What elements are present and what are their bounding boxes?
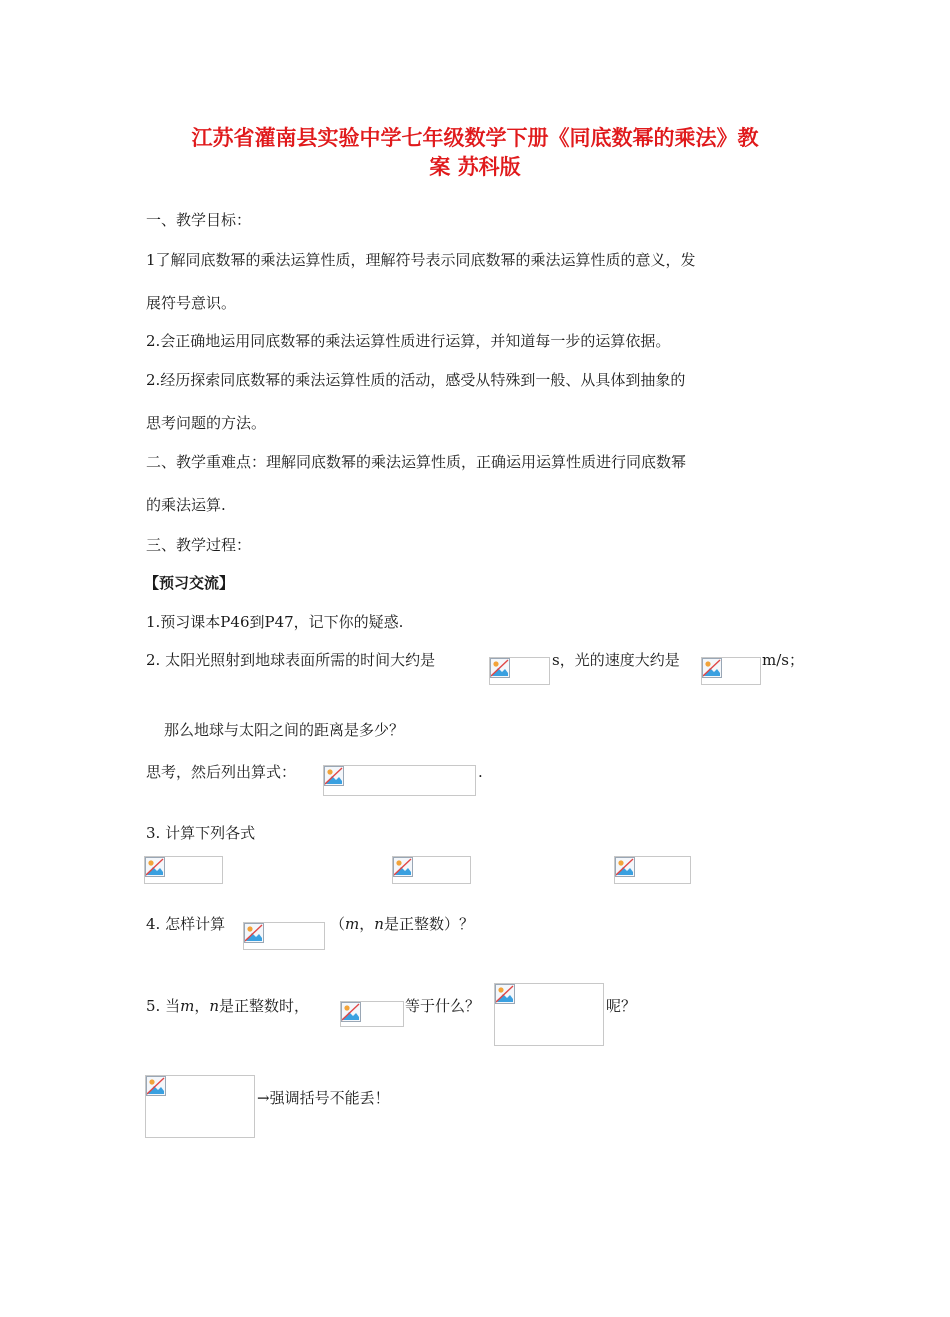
question-2-unit-seconds: s，光的速度大约是 <box>552 651 680 669</box>
condition-text: 是正整数）？ <box>383 915 474 933</box>
formula-image-general <box>340 1001 404 1027</box>
key-points-line-a: 二、教学重难点：理解同底数幂的乘法运算性质，正确运用运算性质进行同底数幂 <box>146 453 687 471</box>
variable-m: m <box>345 915 360 933</box>
broken-image-icon <box>490 658 510 678</box>
goal-3-line-a: 2.经历探索同底数幂的乘法运算性质的活动，感受从特殊到一般、从具体到抽象的 <box>146 371 686 389</box>
question-2-unit-speed: m/s； <box>762 651 804 669</box>
broken-image-icon <box>145 857 165 877</box>
remark-parentheses: →强调括号不能丢！ <box>257 1089 390 1107</box>
broken-image-icon <box>393 857 413 877</box>
question-5-prefix <box>146 996 309 1016</box>
formula-image-speed <box>701 657 761 685</box>
q5-when: 5. 当 <box>146 997 181 1015</box>
question-3: 3. 计算下列各式 <box>146 824 256 842</box>
broken-image-icon <box>244 923 264 943</box>
comma: ， <box>359 915 375 933</box>
formula-image-power-product <box>243 922 325 950</box>
q5-positive-int: 是正整数时， <box>219 997 310 1015</box>
broken-image-icon <box>495 984 515 1004</box>
goal-1-line-b: 展符号意识。 <box>146 294 237 312</box>
variable-m: m <box>180 997 195 1015</box>
goal-2: 2.会正确地运用同底数幂的乘法运算性质进行运算，并知道每一步的运算依据。 <box>146 332 671 350</box>
broken-image-icon <box>341 1002 361 1022</box>
key-points-line-b: 的乘法运算. <box>146 496 226 514</box>
broken-image-icon <box>324 766 344 786</box>
goal-3-line-b: 思考问题的方法。 <box>146 414 267 432</box>
broken-image-icon <box>615 857 635 877</box>
preview-heading: 【预习交流】 <box>144 574 235 592</box>
title-line-2: 案 苏科版 <box>429 155 521 179</box>
goal-1-line-a: 1了解同底数幂的乘法运算性质，理解符号表示同底数幂的乘法运算性质的意义，发 <box>146 251 696 269</box>
question-2-followup: 那么地球与太阳之间的距离是多少？ <box>164 721 405 739</box>
broken-image-icon <box>702 658 722 678</box>
formula-image-triple-product <box>494 983 604 1046</box>
title-line-1: 江苏省灌南县实验中学七年级数学下册《同底数幂的乘法》教 <box>191 126 759 150</box>
variable-n: n <box>374 915 384 933</box>
formula-image-distance <box>323 765 476 796</box>
formula-image-exercise-2 <box>392 856 471 884</box>
question-5-ask: 等于什么？ <box>405 997 481 1015</box>
think-prefix: 思考，然后列出算式： <box>146 763 297 781</box>
question-5-end: 呢？ <box>606 997 637 1015</box>
variable-n: n <box>209 997 220 1015</box>
think-suffix: . <box>478 763 483 781</box>
document-title <box>140 124 810 182</box>
open-paren: （ <box>330 915 346 933</box>
formula-image-exercise-1 <box>144 856 223 884</box>
formula-image-exercise-3 <box>614 856 691 884</box>
question-2-prefix: 2. 太阳光照射到地球表面所需的时间大约是 <box>146 651 436 669</box>
goals-heading: 一、教学目标： <box>146 211 252 229</box>
process-heading: 三、教学过程： <box>146 536 252 554</box>
comma: ， <box>194 997 210 1015</box>
formula-image-time <box>489 657 550 685</box>
formula-image-parenthesized <box>145 1075 255 1138</box>
broken-image-icon <box>146 1076 166 1096</box>
question-4-condition <box>330 914 474 934</box>
question-1: 1.预习课本P46到P47，记下你的疑惑. <box>146 613 404 631</box>
question-4-prefix: 4. 怎样计算 <box>146 915 226 933</box>
